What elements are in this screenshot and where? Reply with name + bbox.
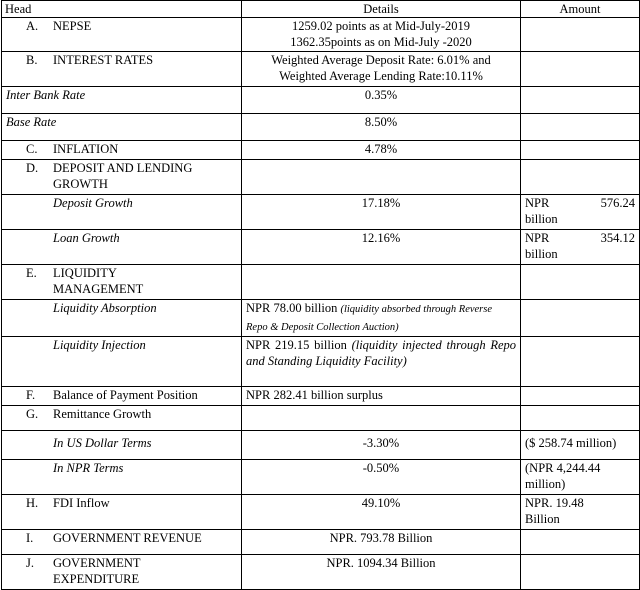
- row-label: Remittance Growth: [53, 407, 152, 421]
- row-details: [242, 160, 521, 195]
- row-letter: I.: [26, 531, 34, 545]
- row-amount: [521, 555, 640, 590]
- table-row-deposit-growth: [2, 195, 640, 230]
- amount-prefix: NPR: [525, 231, 550, 245]
- row-amount: [521, 141, 640, 160]
- row-label-line1: GOVERNMENT: [53, 556, 141, 570]
- row-letter: F.: [26, 388, 36, 402]
- row-details: [242, 18, 521, 52]
- row-details: 0.35%: [242, 87, 521, 114]
- row-head: [2, 495, 242, 530]
- amount-unit: billion: [525, 212, 558, 226]
- amount-line2: Billion: [525, 512, 560, 526]
- row-amount: [521, 265, 640, 300]
- row-details: NPR. 793.78 Billion: [242, 530, 521, 555]
- amount-prefix: NPR: [525, 196, 550, 210]
- table-row-inter-bank-rate: [2, 87, 640, 114]
- table-row-base-rate: [2, 114, 640, 141]
- table-row-balance-of-payment: [2, 387, 640, 406]
- row-head: [2, 431, 242, 460]
- row-details: NPR 282.41 billion surplus: [242, 387, 521, 406]
- row-details: -3.30%: [242, 431, 521, 460]
- row-letter: J.: [26, 556, 34, 570]
- table-row-liquidity-injection: [2, 337, 640, 387]
- row-details: [242, 52, 521, 87]
- table-row-in-us-dollar-terms: [2, 431, 640, 460]
- row-letter: A.: [26, 19, 39, 33]
- amount-line1: NPR. 19.48: [525, 496, 584, 510]
- row-amount: [521, 230, 640, 265]
- nepse-detail-line2: 1362.35points as on Mid-July -2020: [290, 35, 472, 49]
- row-label: FDI Inflow: [53, 496, 110, 510]
- table-row-liquidity-absorption: [2, 300, 640, 337]
- row-head: [2, 160, 242, 195]
- row-letter: D.: [26, 161, 39, 175]
- row-details: [242, 337, 521, 387]
- row-label: Base Rate: [6, 115, 57, 129]
- row-head: [2, 141, 242, 160]
- row-head: [2, 265, 242, 300]
- nepse-detail-line1: 1259.02 points as at Mid-July-2019: [291, 19, 471, 33]
- row-details: 17.18%: [242, 195, 521, 230]
- row-label: Deposit Growth: [53, 196, 133, 210]
- row-details: [242, 300, 521, 337]
- row-amount: [521, 195, 640, 230]
- detail-main: NPR 219.15 billion: [246, 338, 347, 352]
- row-label: GOVERNMENT REVENUE: [53, 531, 202, 545]
- column-header-head: Head: [2, 1, 242, 18]
- row-head: [2, 195, 242, 230]
- table-row-fdi-inflow: [2, 495, 640, 530]
- row-label-line2: EXPENDITURE: [53, 572, 140, 586]
- amount-line2: million): [525, 477, 566, 491]
- detail-note: (liquidity injected through Repo and Standing Liquidity Facility): [246, 338, 516, 368]
- amount-line1: (NPR 4,244.44: [525, 461, 601, 475]
- row-details: NPR. 1094.34 Billion: [242, 555, 521, 590]
- table-row-liquidity-management: [2, 265, 640, 300]
- row-label: NEPSE: [53, 19, 92, 33]
- row-label: Inter Bank Rate: [6, 88, 86, 102]
- amount-value: 576.24: [600, 196, 635, 210]
- row-details: 12.16%: [242, 230, 521, 265]
- row-label: In NPR Terms: [53, 461, 124, 475]
- interest-detail-line1: Weighted Average Deposit Rate: 6.01% and: [271, 53, 491, 67]
- row-amount: [521, 495, 640, 530]
- row-head: [2, 114, 242, 141]
- row-label: INTEREST RATES: [53, 53, 154, 67]
- row-head: [2, 337, 242, 387]
- row-details: 49.10%: [242, 495, 521, 530]
- row-head: [2, 555, 242, 590]
- row-label: In US Dollar Terms: [53, 436, 152, 450]
- row-details: [242, 265, 521, 300]
- detail-note: (liquidity absorbed through Reverse Repo & Deposit Collection Auction): [246, 304, 493, 333]
- economic-indicators-table: [1, 0, 640, 590]
- row-head: [2, 387, 242, 406]
- row-letter: B.: [26, 53, 38, 67]
- row-head: [2, 18, 242, 52]
- row-details: [242, 406, 521, 431]
- row-label: Loan Growth: [53, 231, 120, 245]
- row-letter: H.: [26, 496, 39, 510]
- row-amount: [521, 387, 640, 406]
- table-row-remittance-growth: [2, 406, 640, 431]
- row-details: 8.50%: [242, 114, 521, 141]
- row-letter: E.: [26, 266, 37, 280]
- row-head: [2, 530, 242, 555]
- table-row-government-revenue: [2, 530, 640, 555]
- row-amount: [521, 87, 640, 114]
- row-amount: ($ 258.74 million): [521, 431, 640, 460]
- row-head: [2, 52, 242, 87]
- row-head: [2, 460, 242, 495]
- row-label: INFLATION: [53, 142, 119, 156]
- amount-value: 354.12: [600, 231, 635, 245]
- row-head: [2, 300, 242, 337]
- row-letter: G.: [26, 407, 39, 421]
- column-header-details: Details: [242, 1, 521, 18]
- row-details: -0.50%: [242, 460, 521, 495]
- row-amount: [521, 337, 640, 387]
- row-amount: [521, 530, 640, 555]
- row-letter: C.: [26, 142, 38, 156]
- table-row-loan-growth: [2, 230, 640, 265]
- row-amount: [521, 406, 640, 431]
- row-head: [2, 87, 242, 114]
- table-row-government-expenditure: [2, 555, 640, 590]
- table-row-nepse: [2, 18, 640, 52]
- row-head: [2, 406, 242, 431]
- row-label-line1: DEPOSIT AND LENDING: [53, 161, 193, 175]
- row-amount: [521, 18, 640, 52]
- amount-unit: billion: [525, 247, 558, 261]
- row-head: [2, 230, 242, 265]
- row-amount: [521, 160, 640, 195]
- column-header-amount: Amount: [521, 1, 640, 18]
- row-amount: [521, 114, 640, 141]
- table-row-deposit-lending-growth: [2, 160, 640, 195]
- row-details: 4.78%: [242, 141, 521, 160]
- table-row-inflation: [2, 141, 640, 160]
- row-label: Liquidity Absorption: [53, 301, 157, 315]
- row-label-line2: MANAGEMENT: [53, 282, 144, 296]
- table-row-in-npr-terms: [2, 460, 640, 495]
- row-amount: [521, 460, 640, 495]
- table-header-row: [2, 1, 640, 18]
- table-row-interest-rates: [2, 52, 640, 87]
- row-amount: [521, 52, 640, 87]
- row-amount: [521, 300, 640, 337]
- row-label: Liquidity Injection: [53, 338, 146, 352]
- interest-detail-line2: Weighted Average Lending Rate:10.11%: [279, 69, 483, 83]
- row-label: Balance of Payment Position: [53, 388, 198, 402]
- row-label-line1: LIQUIDITY: [53, 266, 117, 280]
- row-label-line2: GROWTH: [53, 177, 108, 191]
- detail-main: NPR 78.00 billion: [246, 301, 338, 315]
